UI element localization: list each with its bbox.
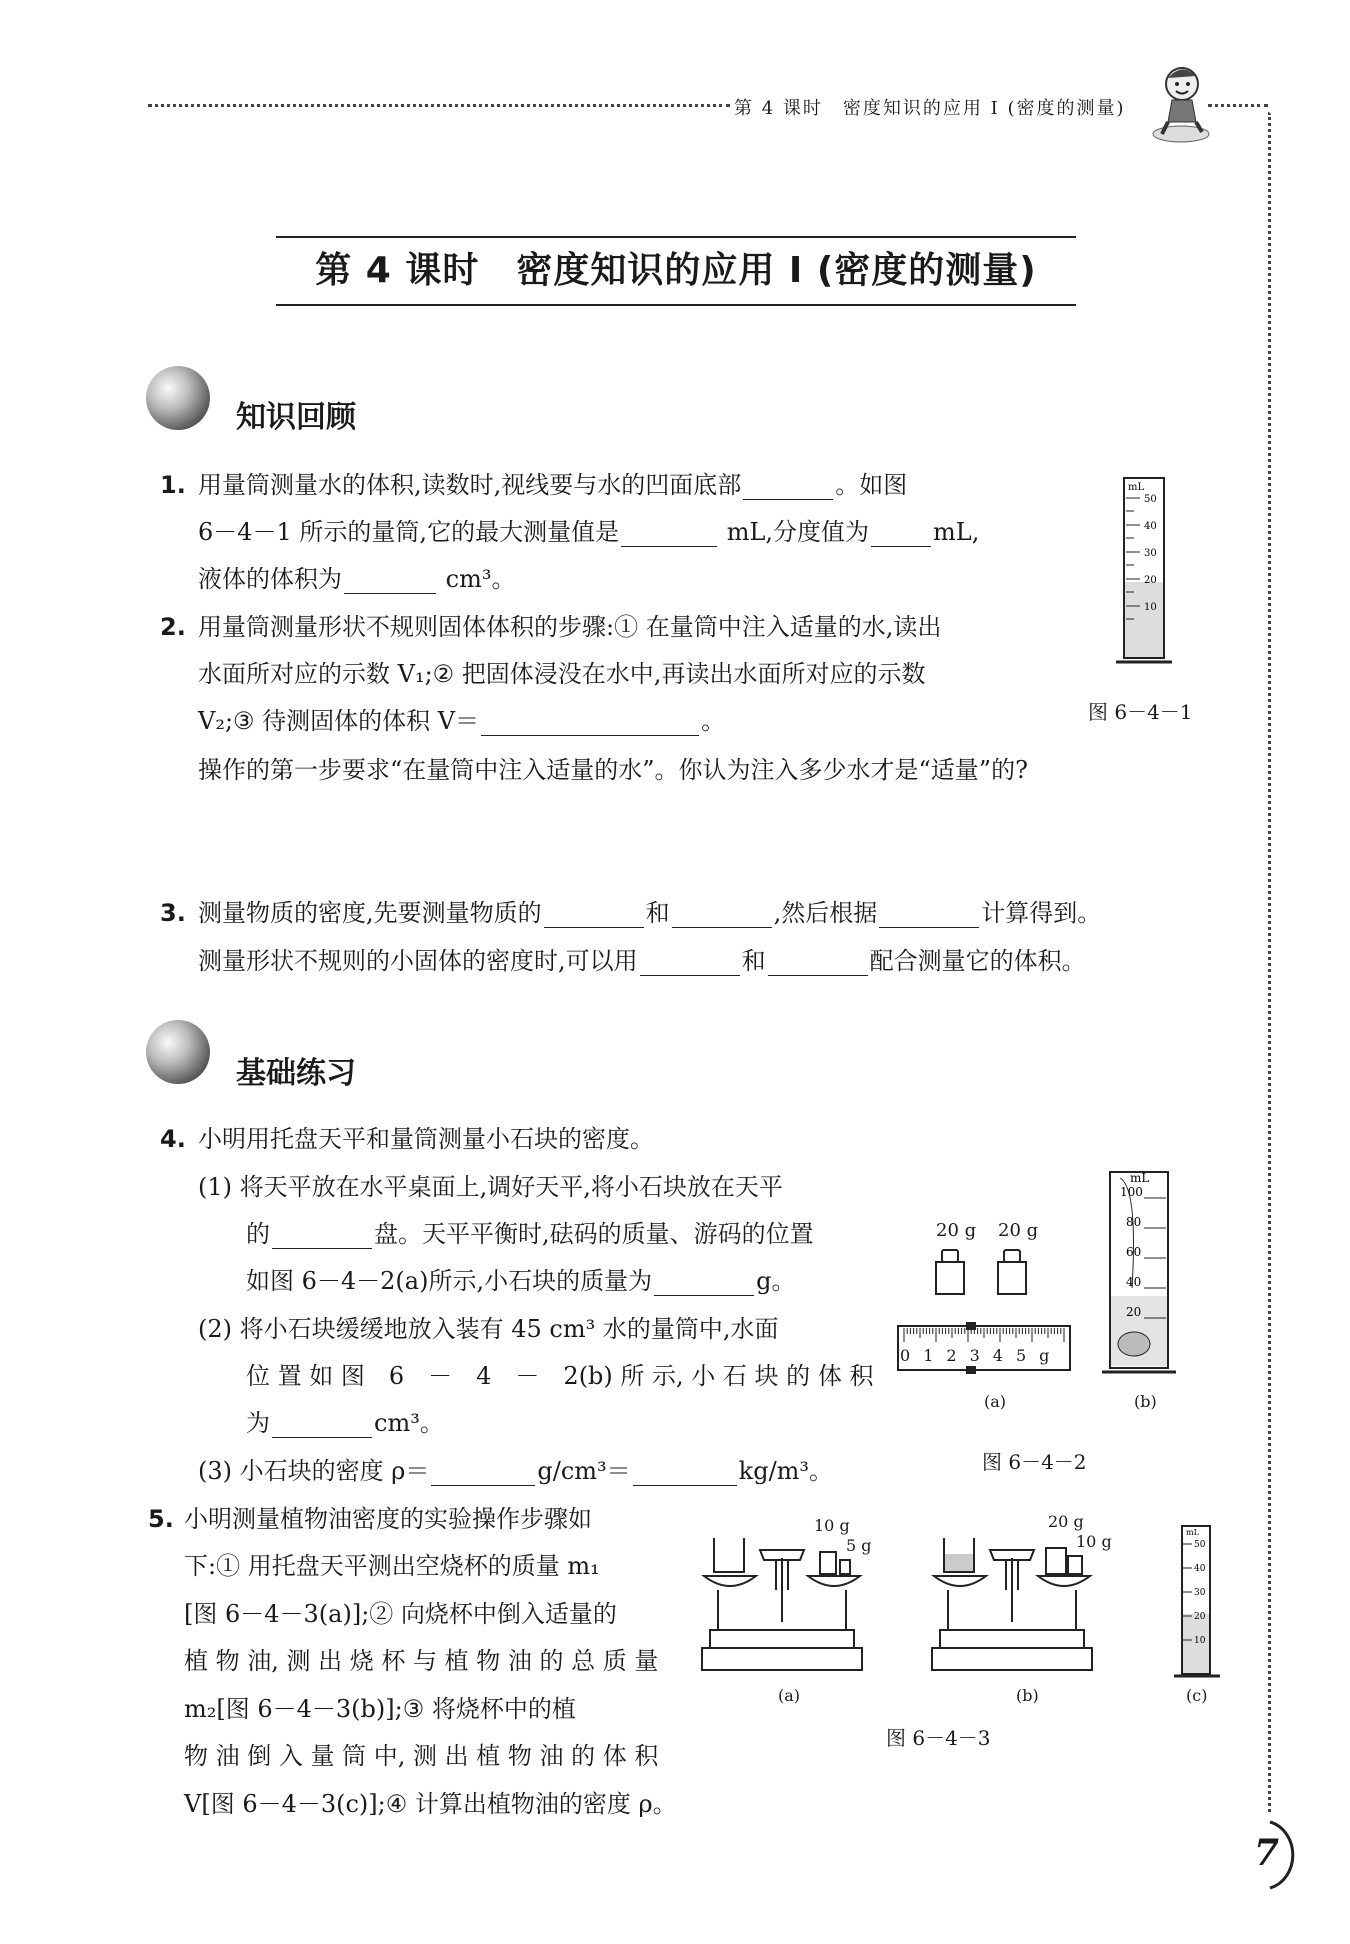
q2-line-1: 用量筒测量形状不规则固体体积的步骤:① 在量筒中注入适量的水,读出	[198, 613, 942, 641]
q5-line-6: 物 油 倒 入 量 筒 中, 测 出 植 物 油 的 体 积	[184, 1742, 659, 1770]
q4-part3: (3) 小石块的密度 ρ＝ g/cm³＝ kg/m³。	[198, 1457, 834, 1485]
tick-label: 100	[1120, 1185, 1143, 1199]
answer-blank[interactable]	[871, 522, 931, 547]
answer-blank[interactable]	[633, 1461, 737, 1486]
q3-line-2: 测量形状不规则的小固体的密度时,可以用 和 配合测量它的体积。	[198, 947, 1086, 975]
q4-intro: 小明用托盘天平和量筒测量小石块的密度。	[198, 1125, 654, 1153]
question-number: 2.	[160, 613, 186, 641]
lesson-title: 第 4 课时 密度知识的应用 Ⅰ (密度的测量)	[315, 250, 1037, 291]
section-title-practice: 基础练习	[236, 1056, 356, 1091]
answer-blank[interactable]	[272, 1413, 372, 1438]
tick-label: 20	[1144, 575, 1157, 586]
subfigure-label: (c)	[1186, 1686, 1208, 1705]
cylinder-unit: mL	[1186, 1528, 1199, 1537]
globe-icon	[146, 1020, 210, 1084]
tick-label: 40	[1126, 1275, 1142, 1289]
q4-part2-line-1: (2) 将小石块缓缓地放入装有 45 cm³ 水的量筒中,水面	[198, 1315, 779, 1343]
q3-line-1: 测量物质的密度,先要测量物质的 和 ,然后根据 计算得到。	[198, 899, 1102, 927]
answer-blank[interactable]	[544, 903, 644, 928]
lesson-title-box	[276, 236, 1076, 306]
q1-line-3: 液体的体积为 cm³。	[198, 565, 516, 593]
q4-part1-line-2: 的 盘。天平平衡时,砝码的质量、游码的位置	[246, 1220, 814, 1248]
q1-line-2: 6－4－1 所示的量筒,它的最大测量值是 mL,分度值为 mL,	[198, 518, 980, 546]
tick-label: 60	[1126, 1245, 1142, 1259]
page-number: 7	[1254, 1832, 1280, 1874]
q2-line-2: 水面所对应的示数 V₁;② 把固体浸没在水中,再读出水面所对应的示数	[198, 660, 926, 688]
answer-blank[interactable]	[272, 1224, 372, 1249]
weight-label: 10 g	[814, 1516, 850, 1535]
question-number: 1.	[160, 471, 186, 499]
q4-part1-line-1: (1) 将天平放在水平桌面上,调好天平,将小石块放在天平	[198, 1173, 783, 1201]
answer-blank[interactable]	[654, 1271, 754, 1296]
q2-line-4: 操作的第一步要求“在量筒中注入适量的水”。你认为注入多少水才是“适量”的?	[198, 756, 1028, 784]
answer-blank[interactable]	[344, 569, 436, 594]
weight-label: 10 g	[1076, 1532, 1112, 1551]
tick-label: 40	[1144, 521, 1157, 532]
tick-label: 30	[1194, 1588, 1206, 1598]
figure-caption: 图 6－4－2	[982, 1450, 1087, 1474]
answer-blank[interactable]	[621, 522, 717, 547]
answer-blank[interactable]	[768, 951, 868, 976]
q4-part2-line-2: 位 置 如 图 6 － 4 － 2(b) 所 示, 小 石 块 的 体 积	[246, 1362, 874, 1390]
tick-label: 50	[1144, 494, 1157, 505]
tick-label: 80	[1126, 1215, 1142, 1229]
tick-label: 50	[1194, 1540, 1206, 1550]
tick-label: 30	[1144, 548, 1157, 559]
tick-label: 10	[1144, 602, 1157, 613]
figure-caption: 图 6－4－3	[886, 1726, 991, 1750]
subfigure-label: (b)	[1134, 1392, 1157, 1411]
q4-part1-line-3: 如图 6－4－2(a)所示,小石块的质量为 g。	[246, 1267, 796, 1295]
answer-blank[interactable]	[431, 1461, 535, 1486]
weight-label: 5 g	[846, 1536, 872, 1555]
subfigure-label: (b)	[1016, 1686, 1039, 1705]
question-number: 3.	[160, 899, 186, 927]
cylinder-unit: mL	[1130, 1171, 1150, 1185]
q4-part2-line-3: 为 cm³。	[246, 1409, 444, 1437]
scale-labels: 012345g	[900, 1346, 1063, 1365]
figure-caption: 图 6－4－1	[1088, 700, 1193, 724]
q5-line-7: V[图 6－4－3(c)];④ 计算出植物油的密度 ρ。	[184, 1790, 677, 1818]
tick-label: 10	[1194, 1636, 1206, 1646]
cylinder-with-stone-figure	[1100, 1168, 1180, 1382]
weight-label: 20 g	[936, 1220, 977, 1241]
header-dotted-rule	[148, 104, 730, 107]
subfigure-label: (a)	[984, 1392, 1007, 1411]
answer-blank[interactable]	[672, 903, 772, 928]
q5-line-2: 下:① 用托盘天平测出空烧杯的质量 m₁	[184, 1552, 600, 1580]
mascot-icon	[1148, 60, 1214, 144]
page-number-badge	[1240, 1818, 1300, 1892]
tick-label: 20	[1194, 1612, 1206, 1622]
tick-label: 20	[1126, 1305, 1142, 1319]
tick-label: 40	[1194, 1564, 1206, 1574]
header-dotted-rule-right	[1208, 104, 1268, 107]
q5-line-1: 小明测量植物油密度的实验操作步骤如	[184, 1505, 592, 1533]
subfigure-label: (a)	[778, 1686, 801, 1705]
margin-dotted-rule	[1268, 112, 1271, 1812]
q2-line-3: V₂;③ 待测固体的体积 V＝ 。	[198, 707, 726, 735]
weights-figure	[930, 1246, 1060, 1302]
answer-blank[interactable]	[640, 951, 740, 976]
graduated-cylinder-figure	[1110, 472, 1178, 672]
balance-figure-a	[700, 1530, 868, 1676]
graduated-cylinder-figure-c	[1172, 1522, 1222, 1682]
question-number: 5.	[148, 1505, 174, 1533]
q5-line-4: 植 物 油, 测 出 烧 杯 与 植 物 油 的 总 质 量	[184, 1647, 659, 1675]
question-number: 4.	[160, 1125, 186, 1153]
weight-label: 20 g	[998, 1220, 1039, 1241]
section-title-review: 知识回顾	[236, 400, 356, 435]
cylinder-unit: mL	[1128, 482, 1145, 493]
running-header: 第 4 课时 密度知识的应用 Ⅰ (密度的测量)	[734, 98, 1126, 119]
answer-blank[interactable]	[743, 475, 833, 500]
answer-blank[interactable]	[879, 903, 979, 928]
q1-line-1: 用量筒测量水的体积,读数时,视线要与水的凹面底部 。如图	[198, 471, 908, 499]
globe-icon	[146, 366, 210, 430]
q5-line-5: m₂[图 6－4－3(b)];③ 将烧杯中的植	[184, 1695, 576, 1723]
balance-figure-b	[930, 1530, 1098, 1676]
answer-blank[interactable]	[481, 711, 699, 736]
q5-line-3: [图 6－4－3(a)];② 向烧杯中倒入适量的	[184, 1600, 617, 1628]
weight-label: 20 g	[1048, 1512, 1084, 1531]
